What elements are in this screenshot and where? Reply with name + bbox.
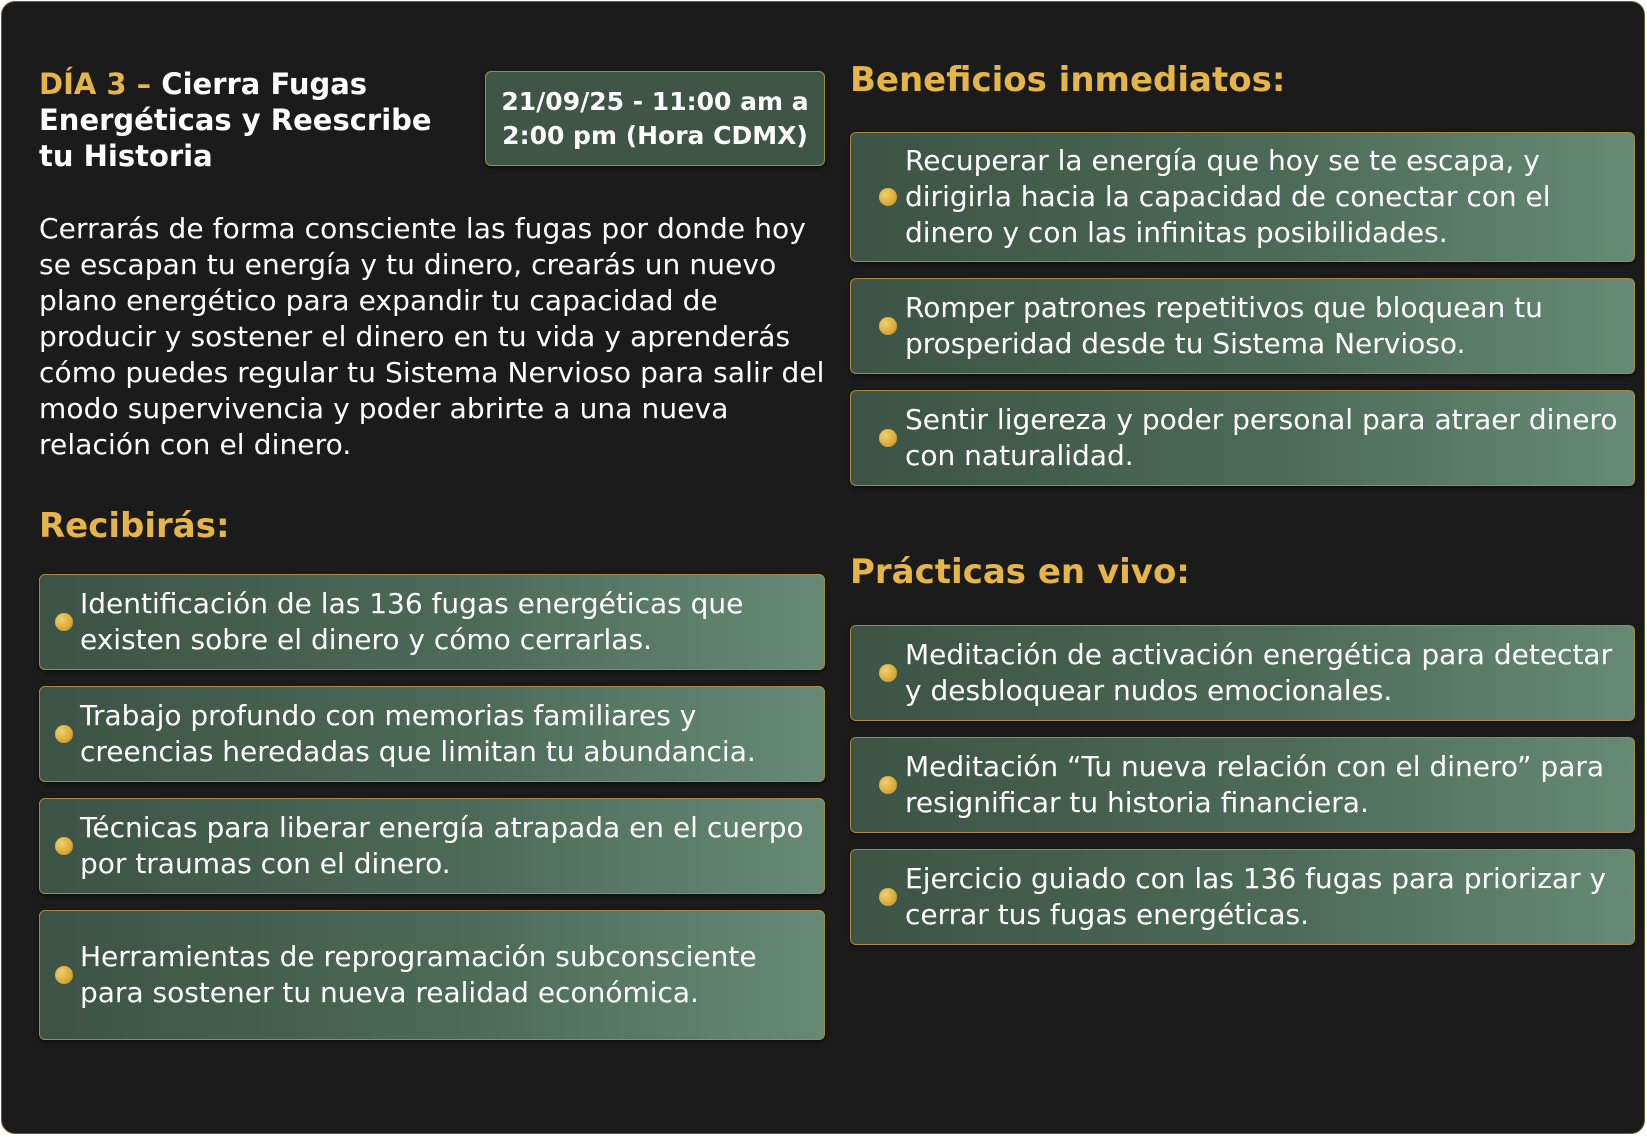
list-item bbox=[850, 278, 1635, 374]
bullet-icon bbox=[55, 613, 73, 631]
list-item bbox=[39, 910, 825, 1040]
bullet-icon bbox=[55, 966, 73, 984]
beneficios-list bbox=[850, 132, 1635, 502]
list-item-text: Trabajo profundo con memorias familiares y creencias heredadas que limitan tu abundancia. bbox=[80, 699, 756, 768]
day-label: DÍA 3 – bbox=[39, 67, 152, 101]
day-title bbox=[39, 66, 459, 174]
bullet-icon bbox=[879, 776, 897, 794]
day-description: Cerrarás de forma consciente las fugas por donde hoy se escapan tu energía y tu dinero, crearás un nuevo plano energético para expandir tu capacidad de producir y sostener el dinero en tu vida y aprenderás cómo puedes regular tu Sistema Nervioso para salir del modo supervivencia y poder abrirte a una nueva relación con el dinero. bbox=[39, 212, 825, 461]
list-item-text: Meditación de activación energética para detectar y desbloquear nudos emocionales. bbox=[905, 638, 1613, 707]
list-item-text: Ejercicio guiado con las 136 fugas para priorizar y cerrar tus fugas energéticas. bbox=[905, 862, 1607, 931]
bullet-icon bbox=[55, 837, 73, 855]
event-day-card bbox=[1, 1, 1645, 1134]
day-title-text: Cierra Fugas Energéticas y Reescribe tu Historia bbox=[39, 67, 432, 173]
list-item-text: Romper patrones repetitivos que bloquean tu prosperidad desde tu Sistema Nervioso. bbox=[905, 291, 1543, 360]
list-item-text: Técnicas para liberar energía atrapada en el cuerpo por traumas con el dinero. bbox=[80, 811, 804, 880]
list-item bbox=[850, 849, 1635, 945]
list-item-text: Recuperar la energía que hoy se te escapa, y dirigirla hacia la capacidad de conectar con el dinero y con las infinitas posibilidades. bbox=[905, 144, 1551, 249]
recibiras-heading: Recibirás: bbox=[39, 506, 230, 546]
list-item bbox=[850, 737, 1635, 833]
date-line-1: 21/09/25 - 11:00 am a bbox=[501, 86, 809, 116]
list-item bbox=[39, 686, 825, 782]
bullet-icon bbox=[55, 725, 73, 743]
bullet-icon bbox=[879, 888, 897, 906]
beneficios-heading: Beneficios inmediatos: bbox=[850, 60, 1286, 100]
practicas-list bbox=[850, 625, 1635, 961]
date-badge bbox=[485, 71, 825, 166]
bullet-icon bbox=[879, 429, 897, 447]
list-item-text: Identificación de las 136 fugas energéticas que existen sobre el dinero y cómo cerrarlas. bbox=[80, 587, 744, 656]
bullet-icon bbox=[879, 317, 897, 335]
list-item bbox=[39, 798, 825, 894]
list-item bbox=[850, 625, 1635, 721]
list-item-text: Meditación “Tu nueva relación con el dinero” para resignificar tu historia financiera. bbox=[905, 750, 1605, 819]
list-item bbox=[850, 132, 1635, 262]
list-item-text: Herramientas de reprogramación subconsciente para sostener tu nueva realidad económica. bbox=[80, 940, 757, 1009]
date-line-2: 2:00 pm (Hora CDMX) bbox=[502, 120, 808, 150]
recibiras-list bbox=[39, 574, 825, 1056]
bullet-icon bbox=[879, 664, 897, 682]
practicas-heading: Prácticas en vivo: bbox=[850, 552, 1190, 592]
list-item bbox=[850, 390, 1635, 486]
list-item-text: Sentir ligereza y poder personal para atraer dinero con naturalidad. bbox=[905, 403, 1618, 472]
bullet-icon bbox=[879, 188, 897, 206]
list-item bbox=[39, 574, 825, 670]
